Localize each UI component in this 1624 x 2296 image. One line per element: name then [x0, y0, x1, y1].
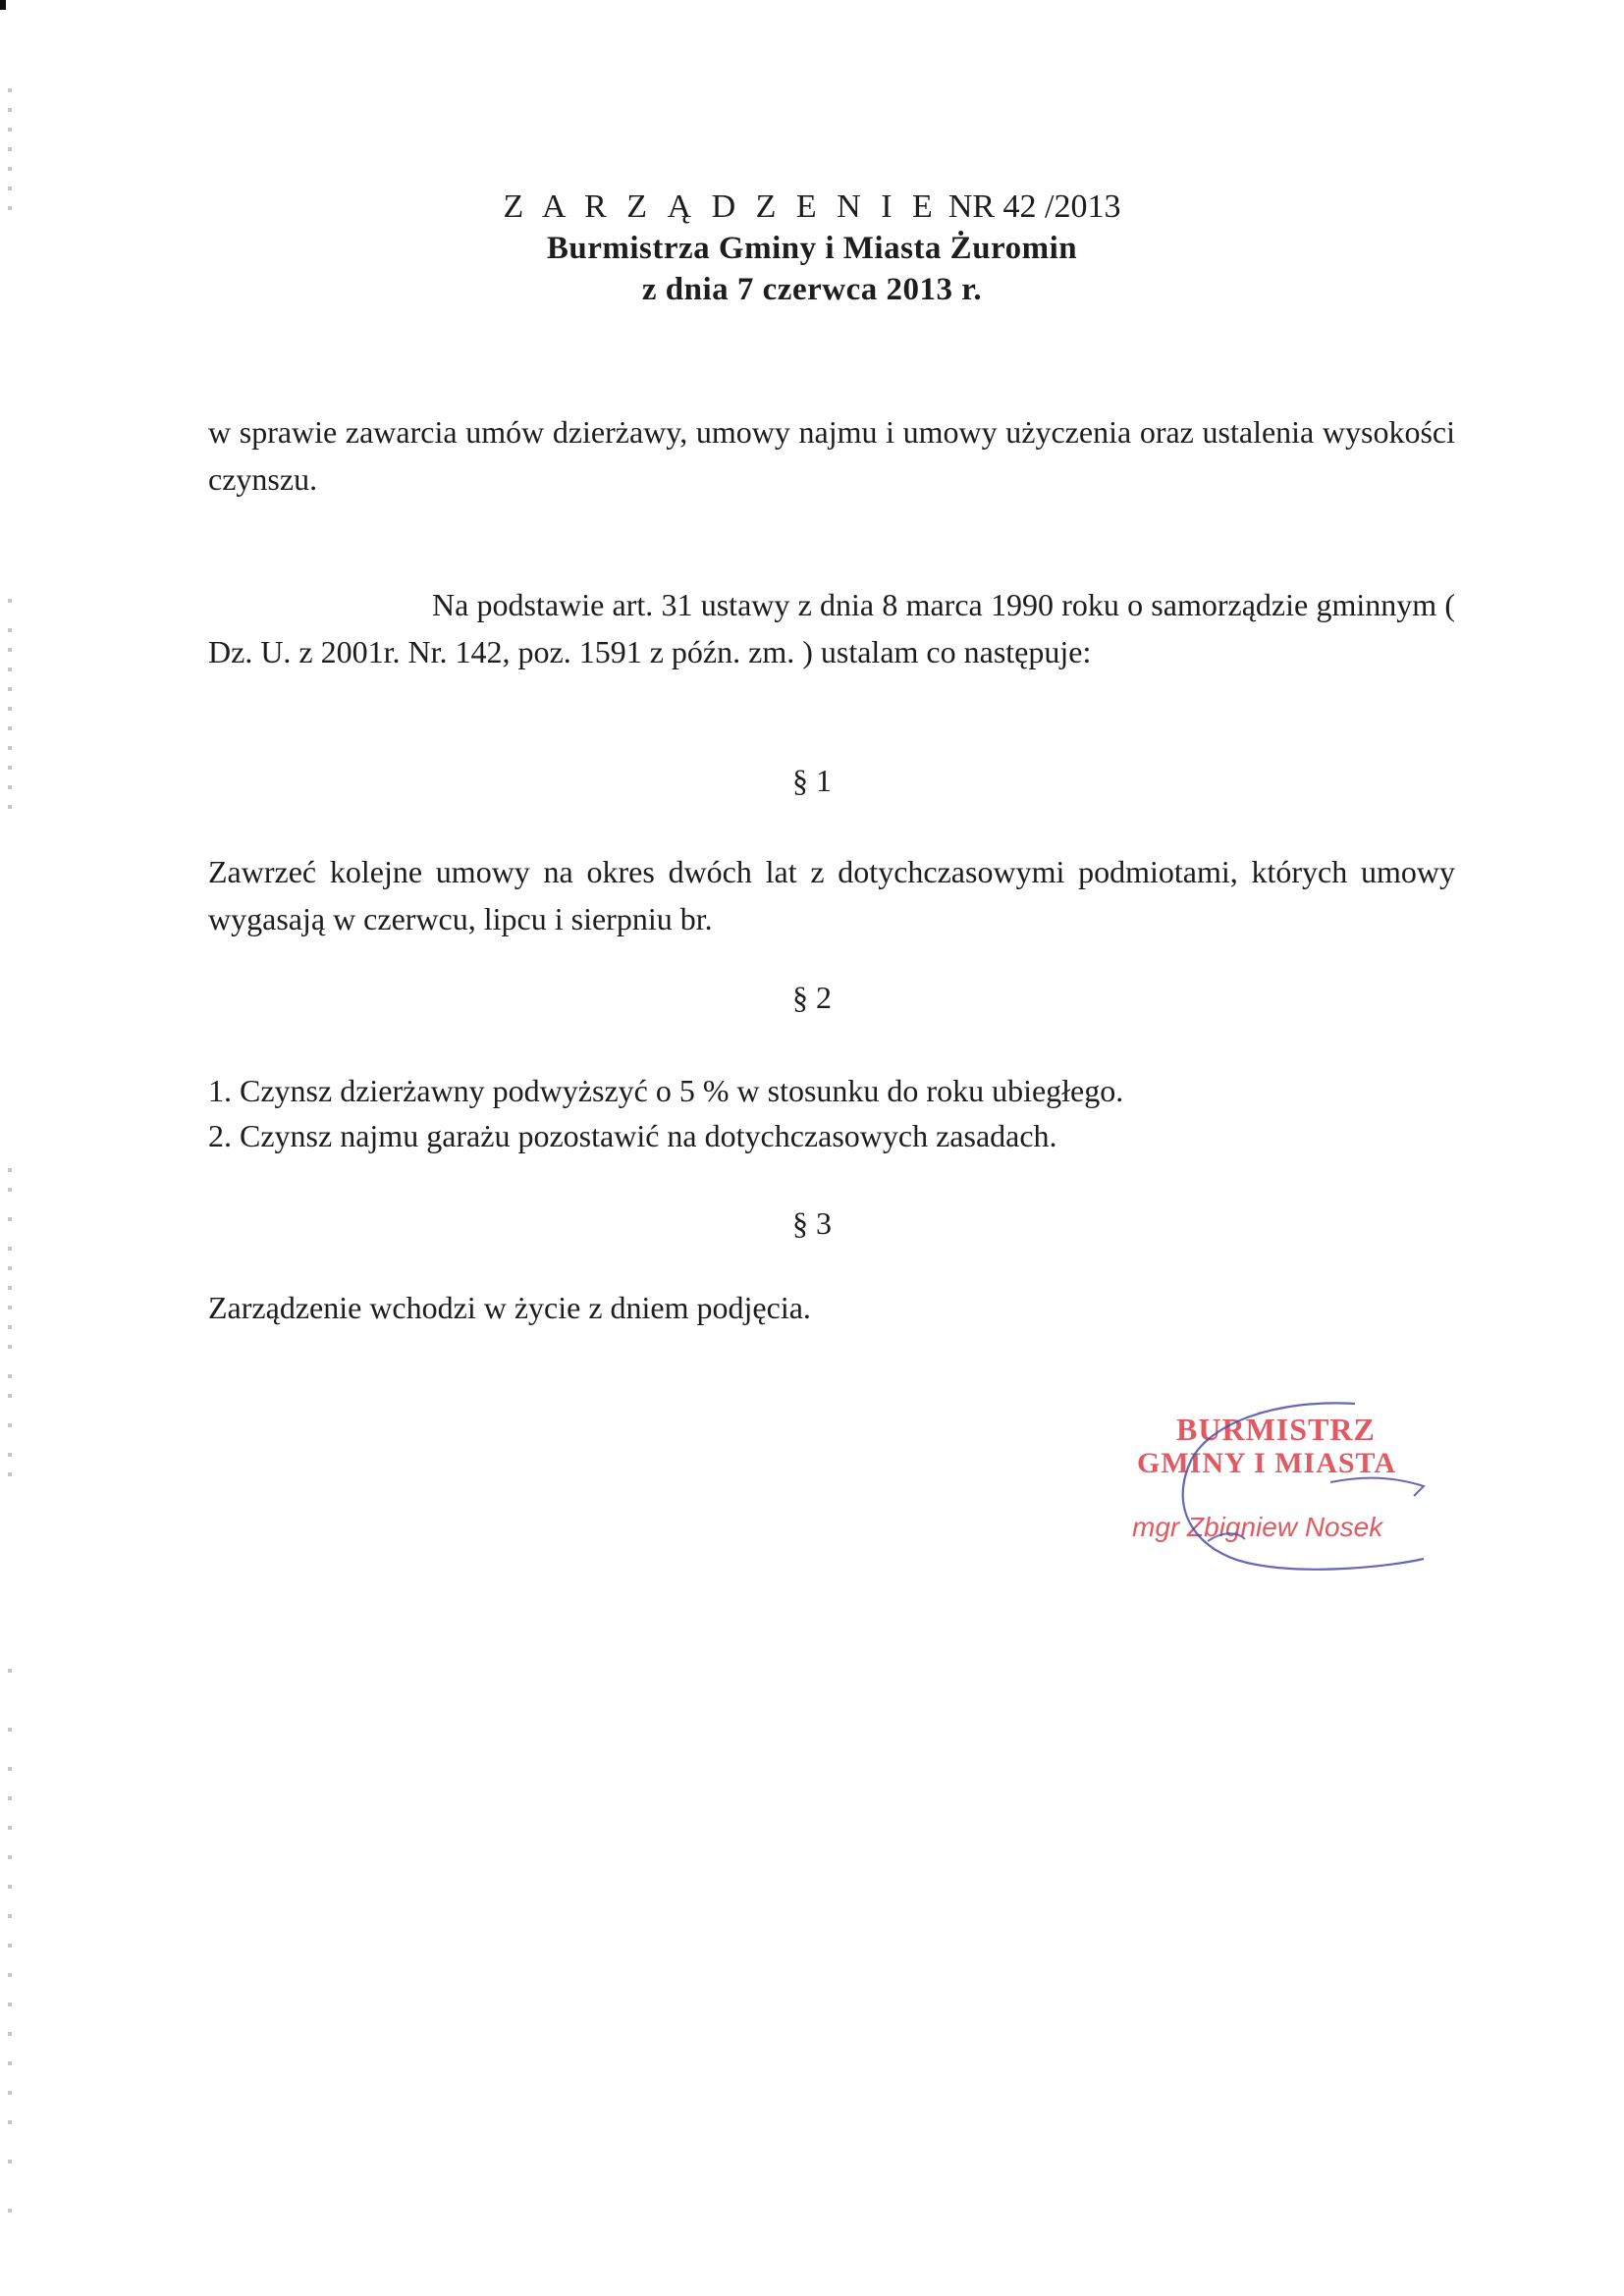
scan-dot [8, 599, 12, 603]
scan-dot [8, 1423, 12, 1427]
scan-dot [8, 1885, 12, 1889]
legal-basis [208, 581, 1455, 675]
scan-dot [8, 1944, 12, 1948]
scan-dot [8, 1394, 12, 1398]
section-2-item: 1. Czynsz dzierżawny podwyższyć o 5 % w stosunku do roku ubiegłego. [208, 1073, 1124, 1108]
section-3-mark: § 3 [792, 1205, 832, 1241]
section-1-mark: § 1 [792, 763, 832, 798]
scan-dot [8, 1374, 12, 1378]
document-subject: w sprawie zawarcia umów dzierżawy, umowy najmu i umowy użyczenia oraz ustalenia wysokości czynszu. [208, 414, 1455, 497]
scan-dot [8, 687, 12, 691]
document-date: z dnia 7 czerwca 2013 r. [641, 272, 983, 307]
scan-dot [8, 726, 12, 730]
handwritten-signature [1129, 1394, 1443, 1580]
scan-dot [8, 1453, 12, 1457]
scan-dot [8, 1855, 12, 1859]
section-2-item: 2. Czynsz najmu garażu pozostawić na dotychczasowych zasadach. [208, 1118, 1057, 1153]
stamp-line-2: GMINY I MIASTA [1137, 1447, 1397, 1479]
section-2-list [208, 1068, 1123, 1158]
legal-basis-text: Na podstawie art. 31 ustawy z dnia 8 marca 1990 roku o samorządzie gminnym ( Dz. U. z 2001r. Nr. 142, poz. 1591 z późn. zm. ) ustalam co następuje: [208, 587, 1455, 669]
scan-dot [8, 1306, 12, 1309]
scan-dot [8, 2032, 12, 2036]
scan-dot [8, 1914, 12, 1918]
scan-dot [8, 1266, 12, 1270]
section-1-text: Zawrzeć kolejne umowy na okres dwóch lat z dotychczasowymi podmiotami, których umowy wygasają w czerwcu, lipcu i sierpniu br. [208, 854, 1455, 936]
scan-dot [8, 167, 12, 171]
scan-dot [8, 1325, 12, 1329]
scan-dot [8, 2120, 12, 2124]
scan-dot [8, 128, 12, 132]
document-issuer: Burmistrza Gminy i Miasta Żuromin [546, 231, 1078, 266]
stamp-name: mgr Zbigniew Nosek [1132, 1512, 1383, 1542]
mayor-stamp [1129, 1394, 1443, 1580]
scan-dot [8, 648, 12, 652]
scan-dot [8, 1345, 12, 1349]
scan-dot [8, 1973, 12, 1977]
document-header [0, 187, 1624, 310]
section-3-text: Zarządzenie wchodzi w życie z dniem podjęcia. [208, 1290, 811, 1325]
title-word: Z A R Z Ą D Z E N I E [503, 188, 939, 225]
scan-dot [8, 2160, 12, 2163]
scan-dot [8, 1826, 12, 1830]
document-title [0, 187, 1624, 228]
scan-dot [8, 628, 12, 632]
scan-dot [8, 1796, 12, 1800]
scan-dot [8, 1286, 12, 1290]
scan-dot [8, 108, 12, 112]
scan-dot [8, 147, 12, 151]
scan-dot [8, 1188, 12, 1192]
scan-dot [8, 1472, 12, 1476]
scan-dot [8, 2091, 12, 2095]
scan-dot [8, 667, 12, 671]
scan-dot [8, 1247, 12, 1251]
scan-dot [8, 746, 12, 750]
section-2-mark: § 2 [792, 980, 832, 1015]
scan-dot [8, 1767, 12, 1771]
scan-dot [8, 88, 12, 92]
document-number: NR 42 /2013 [947, 188, 1121, 225]
scan-dot [8, 2209, 12, 2213]
scan-edge-artifacts [0, 0, 29, 2296]
scan-dot [8, 707, 12, 711]
scan-dot [8, 1728, 12, 1732]
scan-dot [8, 805, 12, 809]
scan-dot [8, 2002, 12, 2006]
scan-dot [8, 1168, 12, 1172]
stamp-line-1: BURMISTRZ [1176, 1412, 1376, 1447]
scan-dot [8, 1669, 12, 1673]
scan-dot [8, 2061, 12, 2065]
